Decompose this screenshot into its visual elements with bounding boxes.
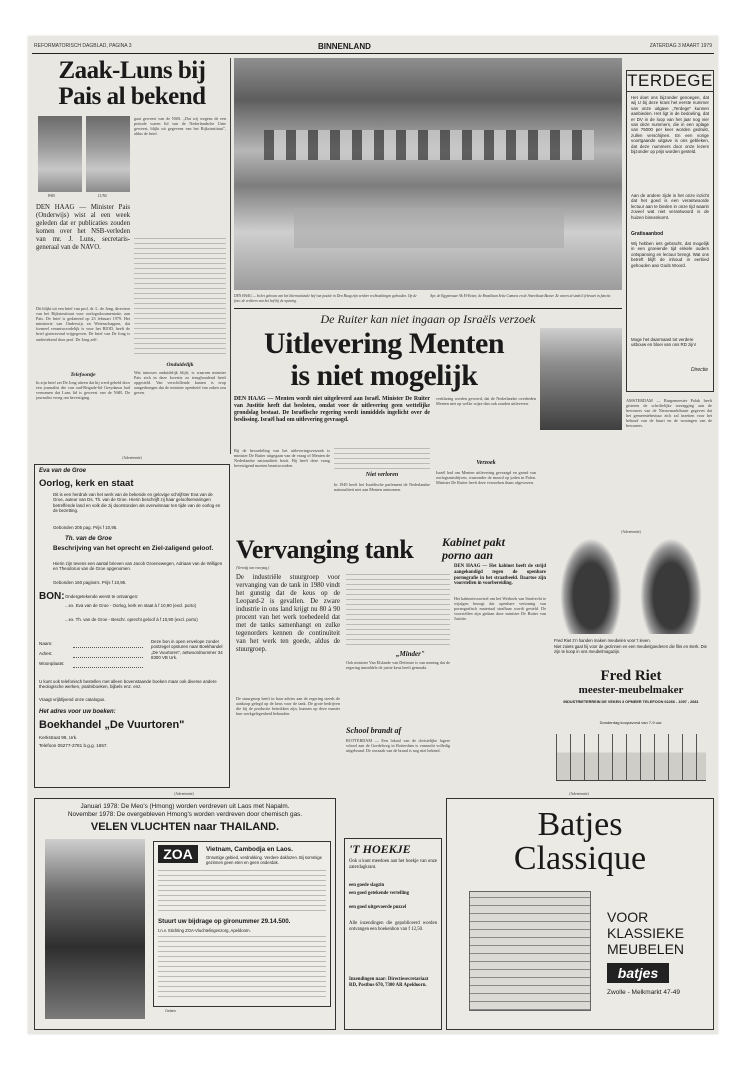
boek-line: Gebonden 205 pag. Prijs f 10,95. [53,525,118,530]
boek-woonplaats-label: Woonplaats: [39,661,65,666]
zaak-body-1: Dit blijkt uit een brief van prof. dr. L. de Jong, directeur van het Rijksinstituut voor oorlogsdocumentatie, aan Pais. De brief is gedateerd op 23 februari 1979. Het ministerie van Onderwijs en Wetenschappen, dat formeel verantwoordelijk is voor het RIOD, heeft de brief gisteravond vrijgegeven. De brief van De Jong is ondertekend door prof. De Jong zelf. [36,306,130,342]
zoa-text-lines [158,870,326,914]
zaak-body-3: gaat geweest van de NSB. „Dat wij wegens de een periode waren lid van de Nederlandsche Unie geweest, blijkt uit gegevens van het Rijksinstituut", aldus de brief. [134,116,226,137]
thailand-author: Oxfam [165,1009,176,1013]
court-caption-left: DEN HAAG — In het gebouw van het Internationale hof van justitie in Den Haag zijn verdere rechtszittingen gehouden. Op de foto: de rechters van het hof bij de opening. [234,294,417,303]
zaak-sub-telefoontje: Telefoontje [70,372,96,378]
zoa-form-lines [158,936,326,1000]
masthead-left: REFORMATORISCH DAGBLAD, PAGINA 3 [34,43,132,49]
hoekje-body: Ook u kunt meedoen aan het hoekje van onze zaterdagkrant. [349,859,437,870]
boek-option-1[interactable]: ...ex. Eva van de Groe - Oorlog, kerk en staat à f 10,90 (excl. porto) [65,603,197,608]
hoekje-item-2: een goed getekende vertelling [349,891,410,896]
fredriet-body: Niet zoiets gaat hij voor de gezinnen en een meubelgoederen die fiks en sterk. Die zijn te koop in ons meubelmagazijn. [554,644,707,654]
porno-body: Het kabinetsvoorstel om het Wetboek van Strafrecht te wijzigen beoogt dat openbare vertoning van pornografisch materiaal strafbaar wordt gesteld. De voorstellen zijn gedaan door minister De Ruiter van Justitie. [454,596,546,622]
vervanging-body-2: Ook minister Van Elslande van Defensie is van mening dat de regering inmiddels de juiste keus heeft gemaakt. [346,660,450,671]
zaak-luns-article [34,58,231,454]
terdege-body-4: Moge het daarmaast tot verdere uitbouw en bloei van ons RD zijn! [631,337,696,348]
porno-title-1: Kabinet pakt [442,535,506,549]
boek-note: U kunt ook telefonisch bestellen met alleen bovenstaande boeken maar ook diverse andere theologische werken, psalmboeken, bijbels enz. enz. [39,679,217,690]
zaak-lead: DEN HAAG — Minister Pais (Onderwijs) wist al een week geleden dat er publicaties zouden komen over het NSB-verleden van mr. J. Luns, secretaris-generaal van de NAVO. [36,204,130,251]
terdege-title: TERDEGE [627,71,713,90]
fredriet-intro: Fred Riet z'n handen maken meubelen voor 't leven. [554,638,651,643]
court-table [294,208,564,248]
boek-adres-field[interactable] [73,656,143,658]
terdege-box [626,70,714,392]
menten-title-1: Uitlevering Menten [263,327,505,360]
section-title: BINNENLAND [318,42,371,51]
school-brandt-body: ROTTERDAM — Een lokaal van de christelijke lagere school aan de Gordelweg in Rotterdam is vannacht volledig uitgebrand. De oorzaak van de brand is nog niet bekend. [346,738,450,754]
batjes-title-2: Classique [513,840,647,877]
zaak-title-1: Zaak-Luns bij [58,57,206,84]
batjes-address: Zwolle - Melkmarkt 47-49 [607,989,680,996]
boek-side: Deze bon in open envelope zonder postzegel opsturen naar Boekhandel „De Vuurtoren", antwoordnummer 34 8300 VB Urk. [151,639,223,660]
zoa-box [153,841,331,1007]
menten-body-1: Bij de beoordeling van het uitleveringsverzoek is minister De Ruiter uitgegaan van de vraag of Menten de Nederlandse nationaliteit bezit. Hij heeft deze vraag bevestigend moeten beantwoorden. [234,448,330,469]
terdege-sub: Gratisaanbod [631,231,664,237]
menten-text-block [334,448,430,470]
vervanging-kicker: (Vervolg van voorpag.) [236,566,270,570]
boek-bon-text: Ondergetekende wenst te ontvangen: [65,594,139,599]
hoekje-item-3: een goed uitgevoerde puzzel [349,905,407,910]
masthead-rule [32,53,714,54]
masthead-date: ZATERDAG 3 MAART 1979 [649,43,712,49]
terdege-body-2: Aan de andere zijde is het onze inzicht dat het goed is een verantwoorde lectuur aan te bieden in onze tijd waarin zoveel wat niet verantwoord is de huizen binnenkomt. [631,193,709,220]
menten-kicker: De Ruiter kan niet ingaan op Israëls verzoek [320,312,536,326]
boek-note-2: Vraagt vrijblijvend onze catalogus. [39,697,106,702]
hoekje-address: Inzendingen naar: Directiesecretariaat RD, Postbus 670, 7300 AR Apeldoorn. [349,977,429,988]
boek-phone: Telefoon 05277-2781 b.g.g. 1657. [39,743,108,748]
terdege-body-3: Wij hebben iets gebracht, dat mogelijk in een groeiende tijd enkele ouders ontspanning en lectuur brengt. Wat ons betreft blijft de inhoud in eerbied gehouden aan Gods Woord. [631,241,709,268]
hoekje-body-2: Alle inzendingen die gepubliceerd worden ontvangen een boekenbon van f 12,50. [349,921,437,932]
boek-woonplaats-field[interactable] [73,666,143,668]
boek-author: Eva van de Groe [39,468,87,474]
menten-body-3: verklaring werden gevoerd, dat de Nederlandse overheden Menten niet op welke wijze dan ook zouden uitleveren. [436,396,536,407]
zoa-ad [34,798,336,1030]
boek-ad [34,464,230,788]
zaak-body-2: In zijn brief zet De Jong uiteen dat hij werd gebeld door een journalist die van oud-Brigade-lid Greydanus had vernomen dat Luns lid is geweest van de NSB. De journalist vroeg om bevestiging. [36,380,130,401]
batjes-title-1: Batjes [537,806,623,843]
store-drawing [469,891,591,1011]
boek-line-2: Gebonden 160 pagina's. Prijs f 10,95. [53,580,127,585]
fredriet-hours: Donderdag koopavond van 7-9 uur. [599,720,663,725]
pais-caption: PAIS [48,194,55,198]
batjes-voor: VOOR [607,909,649,925]
luns-caption: LUNS [98,194,107,198]
boek-title-2: Beschrijving van het oprecht en Ziel-zaligend geloof. [53,545,214,552]
zaak-body-4: Wat intussen onduidelijk blijft, is waarom minister Pais zich in deze kwestie zo terughoudend heeft opgesteld. Van verschillende kanten is erop aangedrongen dat de minister openheid van zaken zou geven. [134,370,226,396]
boek-option-2[interactable]: ...ex. Th. van de Groe - Beschr. oprecht geloof à f 10,90 (excl. porto) [65,617,198,622]
zoa-start-2: t.n.v. Stichting ZOA-Vluchtelingenzorg, Apeldoorn. [158,928,251,933]
thailand-adv-label: (Advertentie) [174,792,194,796]
zoa-body: Onrustige gebied, verdrukking. Verdere daklozen. Bij sommige gezinnen geen eten en geen onderdak. [206,855,322,865]
court-photo [234,58,622,290]
menten-sub-verzoek: Verzoek [476,460,496,466]
vervanging-text-block [346,574,450,648]
fredriet-ad [550,538,712,788]
menten-sub-niet-verloren: Niet verloren [365,472,399,478]
menten-title-2: is niet mogelijk [290,359,478,392]
porno-title-2: porno aan [442,548,494,562]
thailand-headline: VELEN VLUCHTEN naar THAILAND. [90,821,280,833]
vervanging-title: Vervanging tank [236,535,414,564]
menten-body-2: In 1949 heeft het Israëlische parlement de Nederlandse nationaliteit niet aan Menten ontnomen. [334,482,430,493]
judges-row [264,130,594,160]
court-caption-right: Apr. de Egyptenaar Ab El-Erian; de Braziliaan Sette Camara en de Amerikaan Baxter. Ze waren al sinds 6 februari in functie. [430,294,612,298]
batjes-logo: batjes [607,963,669,983]
pais-photo [38,116,82,192]
batjes-klassieke: KLASSIEKE [607,925,685,941]
school-brandt-title: School brandt af [346,726,402,735]
boek-adres-label: Adres: [39,651,53,656]
hoekje-item-1: een goede slagzin [349,883,385,888]
fredriet-name: Fred Riet [600,668,662,684]
hoekje-title: 'T HOEKJE [349,842,411,856]
boek-title: Oorlog, kerk en staat [39,478,134,489]
zoa-logo: ZOA [158,845,198,863]
batjes-meubelen: MEUBELEN [607,941,685,957]
boek-adv-label: (Advertentie) [122,456,142,460]
boek-desc-2: Hierin zijn tevens een aantal brieven van Jacob Groenewegen, Adriaan van de Willigen en Theodorus van de Groe opgenomen. [53,561,223,572]
terdege-sign: Directie [691,367,708,373]
boek-desc: Dit is een herdruk van het werk van de bekende en gelovige schrijfster Eva van de Groe, auteur van Ds. Th. van de Groe. Hierin beschrijft zij haar geloofservaringen betreffende land en volk die zij doorstonden als overwinnaar ten tijde van de oorlog en de bezetting. [53,492,221,513]
zaak-title-2: Pais al bekend [58,83,206,110]
thailand-line-1: Januari 1978: De Meo's (Hmong) worden verdreven uit Laos met Napalm. [80,803,290,810]
fredriet-adv-label: (Advertentie) [621,530,641,534]
menten-lead: DEN HAAG — Menten wordt niet uitgeleverd aan Israël. Minister De Ruiter van Justitie heeft dat besloten, omdat voor de uitlevering geen wettelijke grondslag bestaat. De Israëlische regering wordt inmiddels ingelicht over de beslissing. Israël had om uitlevering gevraagd. [234,396,430,423]
hand-left-image [560,538,622,634]
zoa-start: Stuurt uw bijdrage op gironummer 29.14.500. [158,918,291,925]
amsterdam-brief: AMSTERDAM — Burgemeester Polak heeft gisteren de schriftelijke toezegging aan de bewoners van de Nieuwmarktbuurt gegeven dat het gemeentebestuur zich zal inzetten voor het behoud van de buurt en de woningen van de bewoners. [626,398,712,429]
newspaper-page [28,36,718,1034]
boek-het-adres: Het adres voor uw boeken: [39,709,116,715]
boek-shop: Boekhandel „De Vuurtoren" [39,719,185,731]
menten-photo [540,328,622,430]
vervanging-lead: De industriële stuurgroep voor vervanging van de tank in 1980 vindt het gunstig dat de keus op de Leopard-2 is gevallen. De zware industrie in ons land krijgt nu 80 à 90 procent van het werk toebedeeld dat met de tanks samenhangt en zulke tegenorders kennen de continuïteit van het werk ten goede, aldus de stuurgroep. [236,574,340,653]
luns-photo [86,116,130,192]
boek-bon-label: BON: [39,591,65,602]
batjes-adv-label: (Advertentie) [569,792,589,796]
porno-lead: DEN HAAG — Het kabinet heeft de strijd aangekondigd tegen de openbare pornografie in het straatbeeld. Daartoe zijn voorstellen in voorbereiding. [454,564,546,587]
boek-street: Kerkstraat 99, Urk. [39,735,78,740]
boek-author-2: Th. van de Groe [65,535,112,542]
zaak-sub-onduidelijk: Onduidelijk [166,362,194,368]
menten-body-4: Israël had om Menten uitlevering gevraagd en grond van oorlogsmisdrijven, waaronder de moord op joden in Polen. Minister De Ruiter heeft deze verzoeken thans afgewezen. [436,470,536,486]
fredriet-sub: meester-meubelmaker [578,684,684,696]
hoekje-box [344,838,442,1030]
thailand-line-2: November 1978: De overgebleven Hmong's worden verdreven door chemisch gas. [67,811,303,818]
vervanging-sub-minder: „Minder" [396,650,425,658]
terdege-body: Het doet ons bijzonder genoegen, dat wij U bij deze krant het eerste nummer van onze uitgave „Terdege" kunnen aanbieden. Het ligt in de bedoeling, dat er DV in de loop van het jaar nog vier van deze nummers, die in een oplage van 75000 per keer worden gedrukt, zullen verschijnen. En een vorige voortgaande uitgave is ons gebleken, dat deze nummers door onze lezers bijzonder op prijs worden gesteld. [631,95,709,155]
zoa-text: Vietnam, Cambodja en Laos. [206,846,293,853]
boek-naam-field[interactable] [73,646,143,648]
menten-rule [234,308,622,309]
refugee-photo [45,839,145,1019]
fredriet-address: INDUSTRIETERREIN DE VEKEN 3 OPMEER TELEFOON 02266 - 1097 - 2681 [563,700,699,704]
boek-naam-label: Naam: [39,641,53,646]
factory-drawing [556,734,706,781]
zaak-text-block [134,238,226,358]
batjes-ad [446,798,714,1030]
hand-right-image [640,538,702,634]
vervanging-body: De stuurgroep heeft in haar advies aan de regering steeds de aankoop gelegd op de keus voor de tank. De grote bedrijven die bij de productie betrokken zijn, kunnen op deze manier hun werkgelegenheid behouden. [236,696,340,717]
